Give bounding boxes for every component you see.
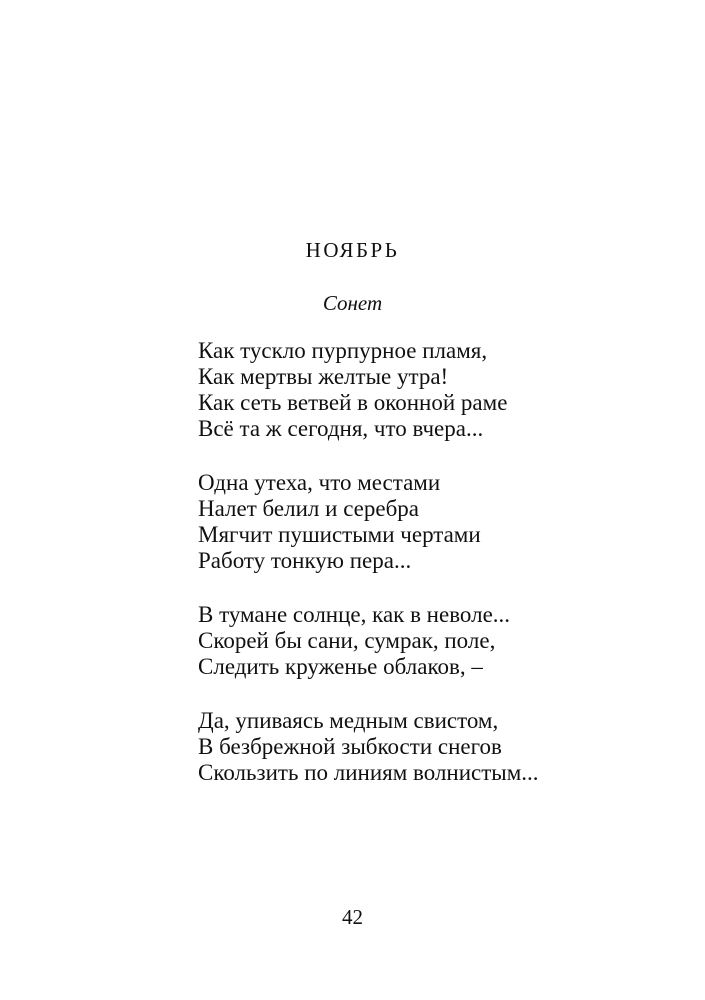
poem-title: НОЯБРЬ — [305, 238, 400, 262]
poem-line: Как тускло пурпурное пламя, — [198, 338, 488, 363]
page-number: 42 — [342, 905, 363, 929]
poem-line: Скользить по линиям волнистым... — [198, 760, 539, 785]
poem-body — [198, 338, 658, 814]
poem-line: Мягчит пушистыми чертами — [198, 522, 481, 547]
poem-line: Как сеть ветвей в оконной раме — [198, 390, 508, 415]
stanza-3 — [198, 602, 658, 680]
poem-line: Всё та ж сегодня, что вчера... — [198, 416, 484, 441]
poem-line: Налет белил и серебра — [198, 496, 420, 521]
poem-line: В тумане солнце, как в неволе... — [198, 602, 511, 627]
poem-line: Работу тонкую пера... — [198, 548, 412, 573]
poem-subtitle: Сонет — [322, 291, 383, 315]
poem-line: Следить круженье облаков, – — [198, 654, 483, 679]
stanza-1 — [198, 338, 658, 442]
stanza-4 — [198, 708, 658, 786]
poem-line: Скорей бы сани, сумрак, поле, — [198, 628, 496, 653]
stanza-2 — [198, 470, 658, 574]
poem-line: Как мертвы желтые утра! — [198, 364, 449, 389]
poem-line: Одна утеха, что местами — [198, 470, 441, 495]
poem-line: В безбрежной зыбкости снегов — [198, 734, 502, 759]
poem-line: Да, упиваясь медным свистом, — [198, 708, 499, 733]
